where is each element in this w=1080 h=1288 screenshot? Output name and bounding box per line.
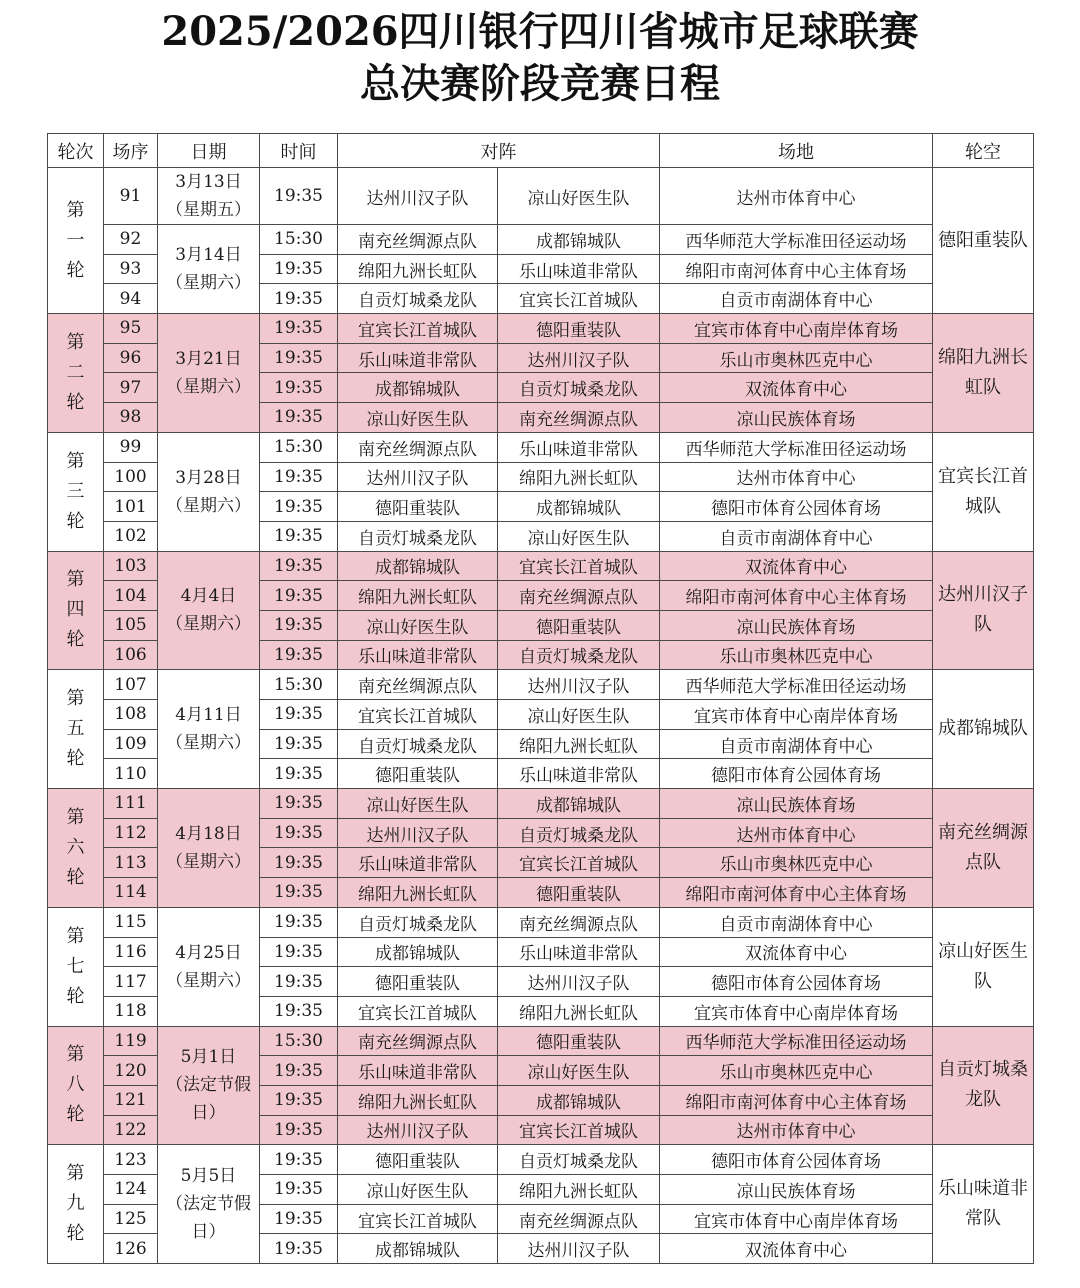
kickoff-time: 19:35	[260, 759, 338, 789]
venue: 绵阳市南河体育中心主体育场	[660, 254, 933, 284]
venue: 宜宾市体育中心南岸体育场	[660, 314, 933, 344]
home-team: 德阳重装队	[338, 1145, 498, 1175]
away-team: 成都锦城队	[498, 789, 660, 819]
away-team: 德阳重装队	[498, 314, 660, 344]
match-number: 102	[104, 521, 158, 551]
match-number: 117	[104, 967, 158, 997]
table-header-row	[48, 134, 1034, 168]
match-date	[158, 1145, 260, 1264]
venue: 达州市体育中心	[660, 168, 933, 225]
venue: 绵阳市南河体育中心主体育场	[660, 878, 933, 908]
home-team: 南充丝绸源点队	[338, 432, 498, 462]
kickoff-time: 19:35	[260, 521, 338, 551]
table-row	[48, 168, 1034, 225]
header-match-no: 场序	[104, 134, 158, 168]
kickoff-time: 19:35	[260, 996, 338, 1026]
bye-team: 南充丝绸源点队	[933, 789, 1034, 908]
round-label	[48, 168, 104, 314]
home-team: 乐山味道非常队	[338, 640, 498, 670]
kickoff-time: 19:35	[260, 462, 338, 492]
match-number: 113	[104, 848, 158, 878]
header-bye: 轮空	[933, 134, 1034, 168]
kickoff-time: 19:35	[260, 729, 338, 759]
away-team: 德阳重装队	[498, 1026, 660, 1056]
match-number: 95	[104, 314, 158, 344]
home-team: 凉山好医生队	[338, 789, 498, 819]
venue: 西华师范大学标准田径运动场	[660, 432, 933, 462]
home-team: 宜宾长江首城队	[338, 1204, 498, 1234]
away-team: 宜宾长江首城队	[498, 551, 660, 581]
venue: 自贡市南湖体育中心	[660, 907, 933, 937]
round-label	[48, 432, 104, 551]
venue: 达州市体育中心	[660, 462, 933, 492]
match-number: 105	[104, 610, 158, 640]
away-team: 绵阳九洲长虹队	[498, 729, 660, 759]
venue: 自贡市南湖体育中心	[660, 284, 933, 314]
kickoff-time: 15:30	[260, 225, 338, 255]
bye-team: 自贡灯城桑龙队	[933, 1026, 1034, 1145]
home-team: 南充丝绸源点队	[338, 670, 498, 700]
away-team: 德阳重装队	[498, 878, 660, 908]
match-date	[158, 432, 260, 551]
away-team: 乐山味道非常队	[498, 937, 660, 967]
venue: 绵阳市南河体育中心主体育场	[660, 581, 933, 611]
table-row	[48, 1145, 1034, 1175]
date-text: 3月13日	[175, 172, 242, 192]
away-team: 乐山味道非常队	[498, 254, 660, 284]
weekday-text: （星期六）	[166, 376, 251, 397]
home-team: 绵阳九洲长虹队	[338, 1085, 498, 1115]
venue: 乐山市奥林匹克中心	[660, 1056, 933, 1086]
round-text: 第一轮	[66, 199, 85, 281]
venue: 乐山市奥林匹克中心	[660, 343, 933, 373]
kickoff-time: 19:35	[260, 1234, 338, 1264]
match-number: 111	[104, 789, 158, 819]
kickoff-time: 19:35	[260, 848, 338, 878]
schedule-body	[48, 168, 1034, 1264]
match-number: 124	[104, 1175, 158, 1205]
away-team: 南充丝绸源点队	[498, 907, 660, 937]
home-team: 自贡灯城桑龙队	[338, 907, 498, 937]
weekday-text: （星期六）	[166, 273, 251, 294]
home-team: 凉山好医生队	[338, 403, 498, 433]
away-team: 自贡灯城桑龙队	[498, 373, 660, 403]
venue: 凉山民族体育场	[660, 789, 933, 819]
home-team: 乐山味道非常队	[338, 848, 498, 878]
away-team: 成都锦城队	[498, 492, 660, 522]
weekday-text: （星期五）	[166, 200, 251, 220]
home-team: 自贡灯城桑龙队	[338, 521, 498, 551]
venue: 自贡市南湖体育中心	[660, 521, 933, 551]
bye-team: 德阳重装队	[933, 168, 1034, 314]
venue: 德阳市体育公园体育场	[660, 967, 933, 997]
match-number: 96	[104, 343, 158, 373]
match-number: 110	[104, 759, 158, 789]
away-team: 绵阳九洲长虹队	[498, 462, 660, 492]
header-round: 轮次	[48, 134, 104, 168]
bye-team: 成都锦城队	[933, 670, 1034, 789]
round-text: 第七轮	[66, 925, 85, 1007]
match-number: 97	[104, 373, 158, 403]
venue: 宜宾市体育中心南岸体育场	[660, 700, 933, 730]
kickoff-time: 19:35	[260, 878, 338, 908]
home-team: 成都锦城队	[338, 937, 498, 967]
venue: 双流体育中心	[660, 1234, 933, 1264]
away-team: 凉山好医生队	[498, 168, 660, 225]
home-team: 达州川汉子队	[338, 1115, 498, 1145]
match-number: 98	[104, 403, 158, 433]
weekday-text: （法定节假日）	[166, 1075, 251, 1124]
match-number: 116	[104, 937, 158, 967]
header-date: 日期	[158, 134, 260, 168]
venue: 凉山民族体育场	[660, 610, 933, 640]
home-team: 德阳重装队	[338, 492, 498, 522]
kickoff-time: 19:35	[260, 967, 338, 997]
home-team: 德阳重装队	[338, 967, 498, 997]
kickoff-time: 19:35	[260, 1204, 338, 1234]
away-team: 德阳重装队	[498, 610, 660, 640]
home-team: 成都锦城队	[338, 551, 498, 581]
bye-team: 绵阳九洲长虹队	[933, 314, 1034, 433]
table-row	[48, 789, 1034, 819]
round-text: 第二轮	[66, 331, 85, 413]
match-number: 119	[104, 1026, 158, 1056]
venue: 西华师范大学标准田径运动场	[660, 225, 933, 255]
kickoff-time: 19:35	[260, 492, 338, 522]
date-text: 3月28日	[175, 467, 242, 488]
kickoff-time: 19:35	[260, 1175, 338, 1205]
match-number: 118	[104, 996, 158, 1026]
kickoff-time: 15:30	[260, 1026, 338, 1056]
home-team: 宜宾长江首城队	[338, 700, 498, 730]
match-number: 103	[104, 551, 158, 581]
match-number: 126	[104, 1234, 158, 1264]
home-team: 南充丝绸源点队	[338, 225, 498, 255]
schedule-table	[47, 133, 1034, 1264]
venue: 西华师范大学标准田径运动场	[660, 670, 933, 700]
date-text: 5月1日	[180, 1047, 237, 1068]
kickoff-time: 19:35	[260, 818, 338, 848]
home-team: 德阳重装队	[338, 759, 498, 789]
venue: 西华师范大学标准田径运动场	[660, 1026, 933, 1056]
away-team: 乐山味道非常队	[498, 759, 660, 789]
kickoff-time: 19:35	[260, 937, 338, 967]
venue: 德阳市体育公园体育场	[660, 492, 933, 522]
away-team: 达州川汉子队	[498, 670, 660, 700]
match-number: 100	[104, 462, 158, 492]
match-number: 99	[104, 432, 158, 462]
match-date	[158, 907, 260, 1026]
venue: 自贡市南湖体育中心	[660, 729, 933, 759]
home-team: 绵阳九洲长虹队	[338, 254, 498, 284]
venue: 双流体育中心	[660, 551, 933, 581]
venue: 达州市体育中心	[660, 818, 933, 848]
date-text: 4月4日	[180, 586, 237, 607]
round-label	[48, 670, 104, 789]
away-team: 宜宾长江首城队	[498, 848, 660, 878]
match-date	[158, 1026, 260, 1145]
kickoff-time: 19:35	[260, 343, 338, 373]
home-team: 凉山好医生队	[338, 1175, 498, 1205]
kickoff-time: 19:35	[260, 551, 338, 581]
round-text: 第五轮	[66, 688, 85, 770]
title-line-2: 总决赛阶段竞赛日程	[360, 60, 720, 107]
home-team: 南充丝绸源点队	[338, 1026, 498, 1056]
kickoff-time: 15:30	[260, 432, 338, 462]
home-team: 凉山好医生队	[338, 610, 498, 640]
kickoff-time: 19:35	[260, 789, 338, 819]
home-team: 自贡灯城桑龙队	[338, 729, 498, 759]
date-text: 3月21日	[175, 348, 242, 369]
match-number: 125	[104, 1204, 158, 1234]
title-line-1: 2025/2026四川银行四川省城市足球联赛	[161, 8, 919, 55]
away-team: 南充丝绸源点队	[498, 581, 660, 611]
round-label	[48, 314, 104, 433]
home-team: 宜宾长江首城队	[338, 314, 498, 344]
venue: 双流体育中心	[660, 373, 933, 403]
round-label	[48, 1026, 104, 1145]
venue: 凉山民族体育场	[660, 1175, 933, 1205]
table-row	[48, 551, 1034, 581]
round-text: 第九轮	[66, 1163, 85, 1245]
match-number: 109	[104, 729, 158, 759]
bye-team: 乐山味道非常队	[933, 1145, 1034, 1264]
home-team: 成都锦城队	[338, 1234, 498, 1264]
date-text: 4月11日	[175, 705, 242, 726]
weekday-text: （星期六）	[166, 495, 251, 516]
match-number: 123	[104, 1145, 158, 1175]
kickoff-time: 19:35	[260, 640, 338, 670]
round-label	[48, 551, 104, 670]
away-team: 宜宾长江首城队	[498, 1115, 660, 1145]
kickoff-time: 19:35	[260, 168, 338, 225]
away-team: 成都锦城队	[498, 1085, 660, 1115]
round-label	[48, 907, 104, 1026]
home-team: 绵阳九洲长虹队	[338, 878, 498, 908]
venue: 凉山民族体育场	[660, 403, 933, 433]
table-row	[48, 432, 1034, 462]
match-date	[158, 225, 260, 314]
match-number: 101	[104, 492, 158, 522]
date-text: 5月5日	[180, 1166, 237, 1187]
match-number: 93	[104, 254, 158, 284]
match-date	[158, 551, 260, 670]
venue: 达州市体育中心	[660, 1115, 933, 1145]
kickoff-time: 19:35	[260, 1085, 338, 1115]
round-label	[48, 789, 104, 908]
kickoff-time: 19:35	[260, 1056, 338, 1086]
venue: 德阳市体育公园体育场	[660, 759, 933, 789]
date-text: 3月14日	[175, 245, 242, 266]
away-team: 宜宾长江首城队	[498, 284, 660, 314]
match-number: 104	[104, 581, 158, 611]
table-row	[48, 670, 1034, 700]
bye-team: 宜宾长江首城队	[933, 432, 1034, 551]
weekday-text: （星期六）	[166, 970, 251, 991]
match-date	[158, 789, 260, 908]
bye-team: 凉山好医生队	[933, 907, 1034, 1026]
round-text: 第三轮	[66, 450, 85, 532]
match-date	[158, 670, 260, 789]
away-team: 南充丝绸源点队	[498, 403, 660, 433]
away-team: 凉山好医生队	[498, 1056, 660, 1086]
venue: 宜宾市体育中心南岸体育场	[660, 1204, 933, 1234]
round-text: 第四轮	[66, 569, 85, 651]
away-team: 成都锦城队	[498, 225, 660, 255]
kickoff-time: 19:35	[260, 314, 338, 344]
weekday-text: （法定节假日）	[166, 1194, 251, 1243]
home-team: 宜宾长江首城队	[338, 996, 498, 1026]
kickoff-time: 19:35	[260, 700, 338, 730]
bye-team: 达州川汉子队	[933, 551, 1034, 670]
home-team: 达州川汉子队	[338, 168, 498, 225]
date-text: 4月25日	[175, 942, 242, 963]
venue: 德阳市体育公园体育场	[660, 1145, 933, 1175]
away-team: 达州川汉子队	[498, 967, 660, 997]
date-text: 4月18日	[175, 823, 242, 844]
kickoff-time: 19:35	[260, 403, 338, 433]
kickoff-time: 19:35	[260, 907, 338, 937]
match-number: 121	[104, 1085, 158, 1115]
venue: 乐山市奥林匹克中心	[660, 848, 933, 878]
away-team: 南充丝绸源点队	[498, 1204, 660, 1234]
kickoff-time: 15:30	[260, 670, 338, 700]
match-number: 120	[104, 1056, 158, 1086]
table-row	[48, 1026, 1034, 1056]
kickoff-time: 19:35	[260, 1145, 338, 1175]
venue: 双流体育中心	[660, 937, 933, 967]
away-team: 凉山好医生队	[498, 521, 660, 551]
venue: 乐山市奥林匹克中心	[660, 640, 933, 670]
match-number: 106	[104, 640, 158, 670]
table-row	[48, 225, 1034, 255]
match-number: 91	[104, 168, 158, 225]
home-team: 成都锦城队	[338, 373, 498, 403]
match-number: 114	[104, 878, 158, 908]
kickoff-time: 19:35	[260, 373, 338, 403]
match-number: 122	[104, 1115, 158, 1145]
away-team: 达州川汉子队	[498, 1234, 660, 1264]
kickoff-time: 19:35	[260, 610, 338, 640]
away-team: 凉山好医生队	[498, 700, 660, 730]
away-team: 自贡灯城桑龙队	[498, 818, 660, 848]
weekday-text: （星期六）	[166, 614, 251, 635]
header-time: 时间	[260, 134, 338, 168]
home-team: 乐山味道非常队	[338, 1056, 498, 1086]
home-team: 乐山味道非常队	[338, 343, 498, 373]
header-venue: 场地	[660, 134, 933, 168]
kickoff-time: 19:35	[260, 284, 338, 314]
home-team: 自贡灯城桑龙队	[338, 284, 498, 314]
weekday-text: （星期六）	[166, 733, 251, 754]
match-number: 107	[104, 670, 158, 700]
away-team: 绵阳九洲长虹队	[498, 996, 660, 1026]
round-label	[48, 1145, 104, 1264]
match-number: 112	[104, 818, 158, 848]
away-team: 乐山味道非常队	[498, 432, 660, 462]
away-team: 达州川汉子队	[498, 343, 660, 373]
match-number: 108	[104, 700, 158, 730]
table-row	[48, 314, 1034, 344]
round-text: 第六轮	[66, 806, 85, 888]
kickoff-time: 19:35	[260, 581, 338, 611]
venue: 宜宾市体育中心南岸体育场	[660, 996, 933, 1026]
venue: 绵阳市南河体育中心主体育场	[660, 1085, 933, 1115]
weekday-text: （星期六）	[166, 851, 251, 872]
match-number: 94	[104, 284, 158, 314]
match-number: 92	[104, 225, 158, 255]
table-row	[48, 907, 1034, 937]
round-text: 第八轮	[66, 1044, 85, 1126]
match-date	[158, 168, 260, 225]
match-number: 115	[104, 907, 158, 937]
match-date	[158, 314, 260, 433]
header-fixture: 对阵	[338, 134, 660, 168]
kickoff-time: 19:35	[260, 254, 338, 284]
home-team: 达州川汉子队	[338, 462, 498, 492]
away-team: 自贡灯城桑龙队	[498, 640, 660, 670]
away-team: 自贡灯城桑龙队	[498, 1145, 660, 1175]
home-team: 绵阳九洲长虹队	[338, 581, 498, 611]
home-team: 达州川汉子队	[338, 818, 498, 848]
away-team: 绵阳九洲长虹队	[498, 1175, 660, 1205]
kickoff-time: 19:35	[260, 1115, 338, 1145]
